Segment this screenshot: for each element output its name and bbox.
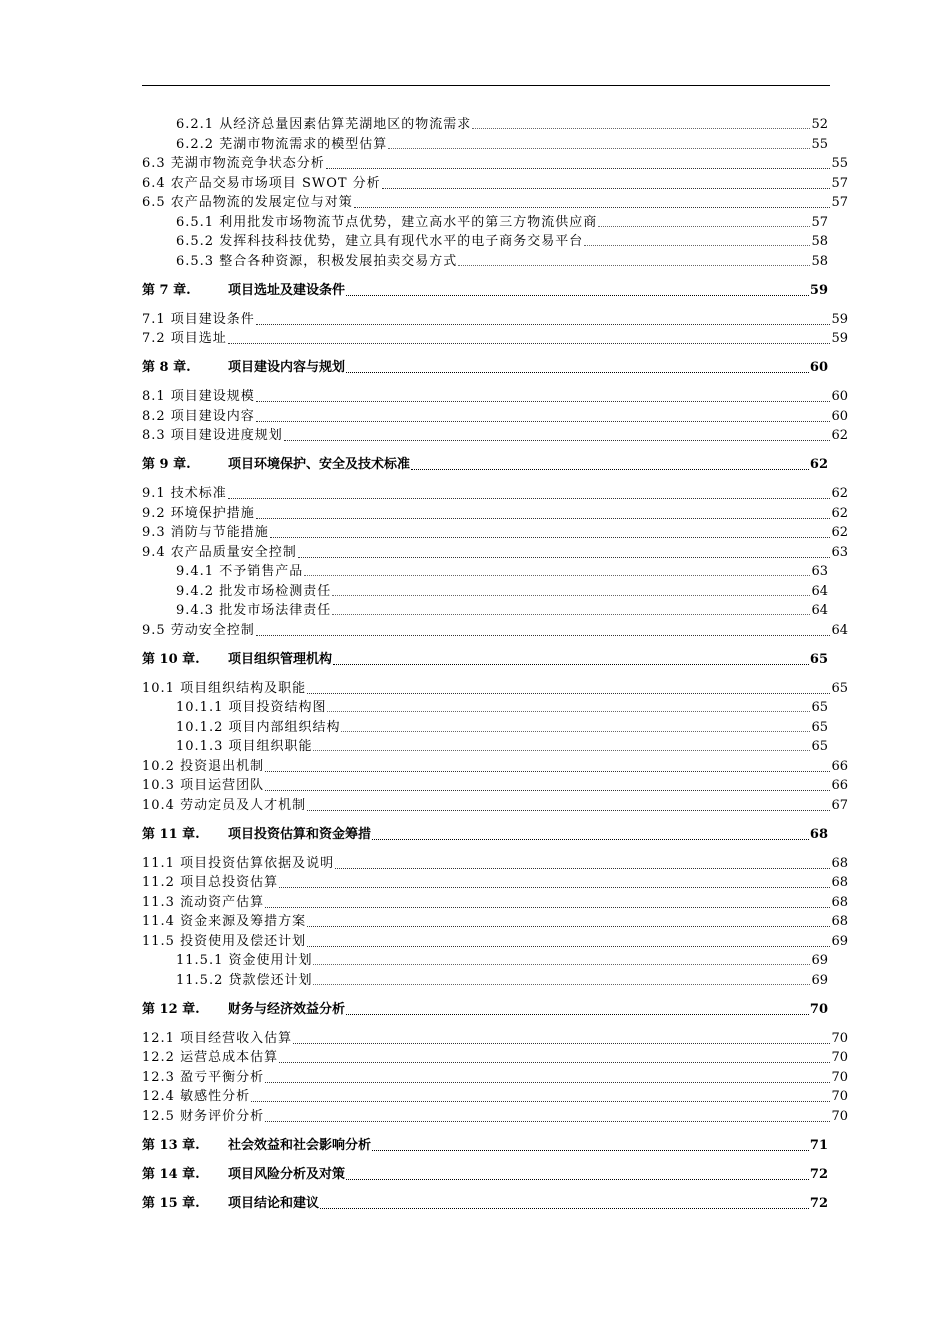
- toc-entry[interactable]: [176, 717, 828, 737]
- toc-entry-label: 10.1.1 项目投资结构图: [176, 700, 327, 715]
- chapter-title: 项目投资估算和资金筹措: [228, 826, 372, 842]
- toc-entry[interactable]: [176, 970, 828, 990]
- toc-entry[interactable]: [142, 931, 848, 951]
- chapter-number: 第 14 章.: [142, 1166, 200, 1182]
- page-number: 65: [831, 680, 848, 696]
- toc-entry-label: 11.3 流动资产估算: [142, 894, 265, 910]
- toc-entry[interactable]: [142, 1028, 848, 1048]
- toc-entry-label: 9.3 消防与节能措施: [142, 525, 269, 540]
- toc-entry-label: 12.1 项目经营收入估算: [142, 1030, 293, 1046]
- page-number: 59: [831, 331, 848, 346]
- chapter-number: 第 10 章.: [142, 651, 200, 667]
- page-number: 68: [831, 914, 848, 929]
- toc-entry-label: 10.4 劳动定员及人才机制: [142, 797, 307, 813]
- toc-entry-label: 12.2 运营总成本估算: [142, 1050, 279, 1065]
- toc-entry[interactable]: [176, 212, 828, 232]
- chapter-number: 第 9 章.: [142, 457, 191, 472]
- toc-entry[interactable]: [142, 328, 848, 348]
- page-number: 70: [831, 1069, 848, 1085]
- dot-leader: [256, 324, 831, 325]
- toc-entry[interactable]: [176, 251, 828, 271]
- toc-entry[interactable]: [142, 406, 848, 426]
- page-number: 68: [831, 875, 848, 890]
- dot-leader: [228, 343, 831, 344]
- dot-leader: [313, 964, 810, 965]
- toc-entry[interactable]: [142, 153, 848, 173]
- page-number: 72: [809, 1166, 828, 1182]
- dot-leader: [228, 498, 831, 499]
- page-number: 70: [831, 1089, 848, 1104]
- toc-entry[interactable]: [142, 173, 848, 193]
- dot-leader: [293, 1043, 830, 1044]
- chapter-number: 第 11 章.: [142, 826, 200, 842]
- page-number: 59: [809, 282, 828, 298]
- toc-entry[interactable]: [142, 503, 848, 523]
- chapter-number: 第 8 章.: [142, 360, 191, 375]
- page-number: 65: [809, 651, 828, 667]
- toc-entry-label: 6.3 芜湖市物流竞争状态分析: [142, 156, 325, 171]
- dot-leader: [372, 839, 809, 840]
- toc-entry[interactable]: [176, 231, 828, 251]
- page-number: 62: [831, 525, 848, 540]
- toc-chapter-entry[interactable]: [142, 999, 828, 1019]
- toc-entry-label: 11.5.2 贷款偿还计划: [176, 972, 313, 988]
- chapter-number: 第 13 章.: [142, 1137, 200, 1153]
- page-number: 60: [831, 408, 848, 424]
- toc-entry[interactable]: [176, 600, 828, 620]
- toc-entry-label: 8.2 项目建设内容: [142, 408, 255, 424]
- page-number: 57: [811, 214, 828, 230]
- page-number: 55: [831, 156, 848, 171]
- toc-entry[interactable]: [142, 542, 848, 562]
- page-number: 64: [811, 583, 828, 599]
- toc-entry[interactable]: [142, 620, 848, 640]
- dot-leader: [332, 614, 810, 615]
- toc-entry-label: 9.2 环境保护措施: [142, 505, 255, 521]
- page-number: 66: [831, 758, 848, 774]
- page-number: 63: [811, 564, 828, 579]
- toc-entry[interactable]: [176, 581, 828, 601]
- toc-entry[interactable]: [142, 853, 848, 873]
- page-number: 58: [811, 234, 828, 249]
- page-number: 70: [809, 1001, 828, 1017]
- toc-entry[interactable]: [176, 134, 828, 154]
- dot-leader: [313, 750, 810, 751]
- toc-entry[interactable]: [142, 1086, 848, 1106]
- dot-leader: [307, 926, 830, 927]
- page-number: 59: [831, 311, 848, 327]
- toc-entry[interactable]: [176, 561, 828, 581]
- toc-entry[interactable]: [176, 736, 828, 756]
- toc-entry[interactable]: [142, 1047, 848, 1067]
- toc-entry[interactable]: [142, 309, 848, 329]
- dot-leader: [382, 188, 831, 189]
- toc-entry-label: 11.5 投资使用及偿还计划: [142, 933, 307, 949]
- toc-entry-label: 6.5.2 发挥科技科技优势，建立具有现代水平的电子商务交易平台: [176, 234, 584, 249]
- toc-chapter-entry[interactable]: [142, 454, 828, 474]
- chapter-title: 项目结论和建议: [228, 1195, 320, 1211]
- toc-entry[interactable]: [142, 892, 848, 912]
- dot-leader: [265, 771, 830, 772]
- chapter-title: 项目风险分析及对策: [228, 1166, 346, 1182]
- page-number: 68: [831, 855, 848, 871]
- page-number: 58: [811, 253, 828, 269]
- dot-leader: [598, 226, 810, 227]
- page-number: 65: [811, 719, 828, 735]
- dot-leader: [346, 1014, 809, 1015]
- page-number: 62: [809, 457, 828, 472]
- dot-leader: [307, 946, 830, 947]
- page-number: 69: [811, 953, 828, 968]
- toc-chapter-entry[interactable]: [142, 1135, 828, 1155]
- dot-leader: [251, 1101, 830, 1102]
- toc-entry[interactable]: [142, 522, 848, 542]
- page-number: 66: [831, 778, 848, 793]
- header-rule: [142, 85, 830, 86]
- dot-leader: [411, 469, 809, 470]
- dot-leader: [265, 1121, 830, 1122]
- toc-entry-label: 7.2 项目选址: [142, 331, 227, 346]
- page-number: 57: [831, 175, 848, 191]
- dot-leader: [279, 1062, 830, 1063]
- page-number: 64: [811, 603, 828, 618]
- chapter-title: 项目建设内容与规划: [228, 360, 346, 375]
- dot-leader: [458, 265, 810, 266]
- toc-entry[interactable]: [142, 872, 848, 892]
- page-number: 72: [809, 1195, 828, 1211]
- chapter-title: 项目环境保护、安全及技术标准: [228, 457, 411, 472]
- page-number: 70: [831, 1108, 848, 1124]
- toc-entry-label: 6.5.1 利用批发市场物流节点优势，建立高水平的第三方物流供应商: [176, 214, 598, 230]
- toc-entry-label: 9.4 农产品质量安全控制: [142, 544, 297, 560]
- toc-entry[interactable]: [142, 1067, 848, 1087]
- dot-leader: [584, 245, 810, 246]
- toc-chapter-entry[interactable]: [142, 280, 828, 300]
- dot-leader: [265, 907, 830, 908]
- toc-entry-label: 7.1 项目建设条件: [142, 311, 255, 327]
- toc-entry-label: 10.3 项目运营团队: [142, 778, 265, 793]
- page-number: 68: [809, 826, 828, 842]
- toc-entry-label: 12.3 盈亏平衡分析: [142, 1069, 265, 1085]
- dot-leader: [270, 537, 831, 538]
- page-number: 70: [831, 1030, 848, 1046]
- dot-leader: [472, 128, 810, 129]
- toc-entry-label: 11.5.1 资金使用计划: [176, 953, 313, 968]
- toc-entry[interactable]: [142, 192, 848, 212]
- chapter-number: 第 12 章.: [142, 1001, 200, 1017]
- toc-entry[interactable]: [142, 1106, 848, 1126]
- toc-entry-label: 6.5 农产品物流的发展定位与对策: [142, 195, 353, 210]
- dot-leader: [265, 1082, 830, 1083]
- page-number: 69: [831, 933, 848, 949]
- dot-leader: [284, 440, 831, 441]
- toc-entry-label: 12.4 敏感性分析: [142, 1089, 251, 1104]
- toc-entry-label: 9.4.1 不予销售产品: [176, 564, 304, 579]
- toc-entry-label: 6.5.3 整合各种资源，积极发展拍卖交易方式: [176, 253, 458, 269]
- toc-chapter-entry[interactable]: [142, 1193, 828, 1213]
- dot-leader: [346, 295, 809, 296]
- page-number: 62: [831, 428, 848, 443]
- toc-entry-label: 10.1.2 项目内部组织结构: [176, 719, 341, 735]
- toc-entry[interactable]: [142, 678, 848, 698]
- toc-entry-label: 11.1 项目投资估算依据及说明: [142, 855, 335, 871]
- toc-entry[interactable]: [176, 697, 828, 717]
- toc-entry[interactable]: [142, 386, 848, 406]
- toc-entry[interactable]: [142, 911, 848, 931]
- dot-leader: [388, 148, 810, 149]
- dot-leader: [307, 693, 830, 694]
- chapter-title: 财务与经济效益分析: [228, 1001, 346, 1017]
- toc-entry[interactable]: [142, 775, 848, 795]
- page-number: 62: [831, 486, 848, 501]
- page-number: 70: [831, 1050, 848, 1065]
- chapter-title: 项目组织管理机构: [228, 651, 333, 667]
- toc-entry[interactable]: [176, 114, 828, 134]
- page-number: 69: [811, 972, 828, 988]
- toc-entry[interactable]: [142, 756, 848, 776]
- page-number: 55: [811, 136, 828, 152]
- dot-leader: [256, 635, 831, 636]
- dot-leader: [346, 372, 809, 373]
- toc-entry-label: 11.2 项目总投资估算: [142, 875, 279, 890]
- toc-entry-label: 9.4.2 批发市场检测责任: [176, 583, 332, 599]
- chapter-title: 项目选址及建设条件: [228, 282, 346, 298]
- toc-entry-label: 9.1 技术标准: [142, 486, 227, 501]
- dot-leader: [298, 557, 831, 558]
- toc-entry-label: 9.5 劳动安全控制: [142, 622, 255, 638]
- page-number: 64: [831, 622, 848, 638]
- dot-leader: [332, 595, 810, 596]
- toc-entry-label: 6.4 农产品交易市场项目 SWOT 分析: [142, 175, 381, 191]
- page-number: 67: [831, 797, 848, 813]
- dot-leader: [256, 401, 831, 402]
- dot-leader: [313, 984, 810, 985]
- chapter-title: 社会效益和社会影响分析: [228, 1137, 372, 1153]
- dot-leader: [333, 664, 809, 665]
- page-number: 65: [811, 739, 828, 754]
- page-number: 60: [809, 360, 828, 375]
- page-number: 68: [831, 894, 848, 910]
- toc-chapter-entry[interactable]: [142, 649, 828, 669]
- toc-entry-label: 6.2.1 从经济总量因素估算芜湖地区的物流需求: [176, 117, 472, 132]
- toc-entry[interactable]: [176, 950, 828, 970]
- toc-entry[interactable]: [142, 483, 848, 503]
- dot-leader: [341, 731, 810, 732]
- dot-leader: [354, 207, 831, 208]
- page-number: 63: [831, 544, 848, 560]
- toc-entry-label: 6.2.2 芜湖市物流需求的模型估算: [176, 136, 388, 152]
- page-number: 62: [831, 505, 848, 521]
- page-number: 57: [831, 195, 848, 210]
- dot-leader: [279, 887, 830, 888]
- dot-leader: [327, 711, 810, 712]
- dot-leader: [256, 421, 831, 422]
- toc-chapter-entry[interactable]: [142, 1164, 828, 1184]
- dot-leader: [304, 575, 810, 576]
- chapter-number: 第 15 章.: [142, 1195, 200, 1211]
- toc-entry-label: 9.4.3 批发市场法律责任: [176, 603, 332, 618]
- chapter-number: 第 7 章.: [142, 282, 191, 298]
- dot-leader: [346, 1179, 809, 1180]
- toc-entry-label: 8.1 项目建设规模: [142, 389, 255, 404]
- dot-leader: [307, 810, 830, 811]
- toc-chapter-entry[interactable]: [142, 824, 828, 844]
- toc-entry-label: 10.2 投资退出机制: [142, 758, 265, 774]
- toc-entry[interactable]: [142, 795, 848, 815]
- toc-chapter-entry[interactable]: [142, 357, 828, 377]
- toc-entry-label: 12.5 财务评价分析: [142, 1108, 265, 1124]
- toc-entry-label: 10.1.3 项目组织职能: [176, 739, 313, 754]
- toc-entry-label: 10.1 项目组织结构及职能: [142, 680, 307, 696]
- dot-leader: [335, 868, 830, 869]
- page-number: 60: [831, 389, 848, 404]
- toc-entry-label: 11.4 资金来源及筹措方案: [142, 914, 307, 929]
- toc-entry[interactable]: [142, 425, 848, 445]
- dot-leader: [372, 1150, 809, 1151]
- toc-entry-label: 8.3 项目建设进度规划: [142, 428, 283, 443]
- page-number: 65: [811, 700, 828, 715]
- dot-leader: [320, 1208, 809, 1209]
- dot-leader: [256, 518, 831, 519]
- dot-leader: [326, 168, 831, 169]
- page-number: 71: [809, 1137, 828, 1153]
- dot-leader: [265, 790, 830, 791]
- page-number: 52: [811, 117, 828, 132]
